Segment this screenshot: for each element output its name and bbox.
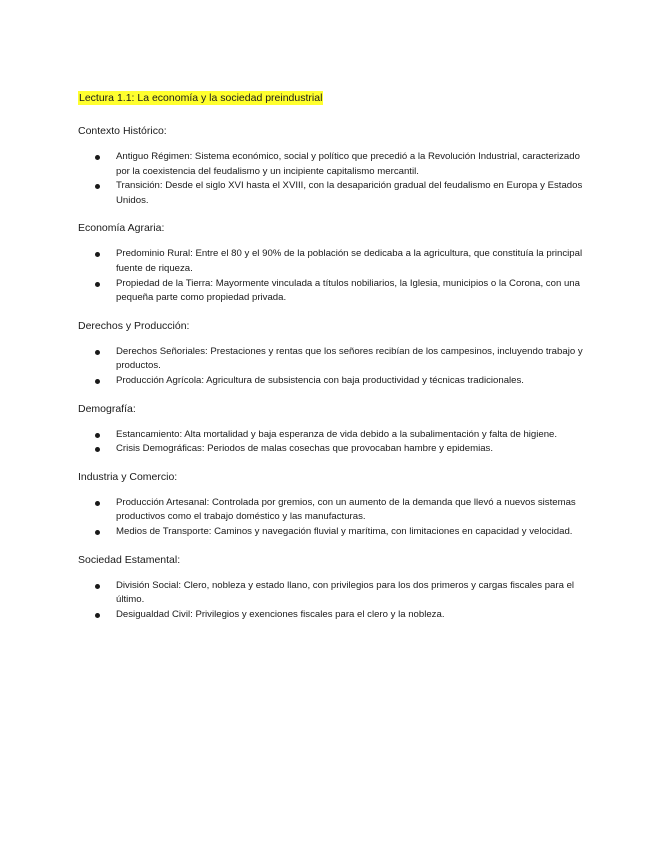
list-item xyxy=(78,150,583,179)
list-item-text: Antiguo Régimen: Sistema económico, social y político que precedió a la Revolución Industrial, caracterizado por la coexistencia del feudalismo y un incipiente capitalismo mercantil. xyxy=(116,151,580,177)
section-demografia xyxy=(78,402,583,457)
list-item xyxy=(78,428,583,443)
list-item xyxy=(78,345,583,374)
list-item-text: Predominio Rural: Entre el 80 y el 90% de la población se dedicaba a la agricultura, que constituía la principal fuente de riqueza. xyxy=(116,248,583,274)
list-item xyxy=(78,442,583,457)
section-contexto-historico xyxy=(78,124,583,208)
list-item-text: Crisis Demográficas: Periodos de malas cosechas que provocaban hambre y epidemias. xyxy=(116,443,494,455)
list-item xyxy=(78,496,583,525)
bullet-icon xyxy=(95,584,100,589)
list-item xyxy=(78,247,583,276)
bullet-list xyxy=(78,345,583,389)
section-heading: Derechos y Producción: xyxy=(78,319,190,332)
list-item xyxy=(78,374,583,389)
section-sociedad-estamental xyxy=(78,553,583,623)
section-heading: Contexto Histórico: xyxy=(78,125,167,137)
bullet-icon xyxy=(95,350,100,355)
bullet-icon xyxy=(95,184,100,189)
list-item-text: Producción Agrícola: Agricultura de subsistencia con baja productividad y técnicas tradicionales. xyxy=(116,374,524,386)
section-heading: Demografía: xyxy=(78,402,136,415)
document-title: Lectura 1.1: La economía y la sociedad preindustrial xyxy=(79,92,323,104)
section-industria-comercio xyxy=(78,470,583,540)
document-page xyxy=(78,88,583,635)
bullet-icon xyxy=(95,155,100,160)
bullet-list xyxy=(78,428,583,457)
list-item xyxy=(78,608,583,623)
list-item xyxy=(78,525,583,540)
list-item-text: Transición: Desde el siglo XVI hasta el XVIII, con la desaparición gradual del feudalismo en Europa y Estados Unidos. xyxy=(116,180,583,206)
bullet-list xyxy=(78,150,583,208)
list-item-text: División Social: Clero, nobleza y estado llano, con privilegios para los dos primeros y cargas fiscales para el último. xyxy=(116,579,575,606)
bullet-list xyxy=(78,579,583,623)
bullet-icon xyxy=(95,252,100,257)
bullet-icon xyxy=(95,282,100,287)
bullet-icon xyxy=(95,501,100,506)
bullet-icon xyxy=(95,379,100,384)
section-derechos-produccion xyxy=(78,319,583,389)
list-item-text: Medios de Transporte: Caminos y navegación fluvial y marítima, con limitaciones en capacidad y velocidad. xyxy=(116,525,573,537)
list-item-text: Producción Artesanal: Controlada por gremios, con un aumento de la demanda que llevó a nuevos sistemas productivos como el trabajo doméstico y las manufacturas. xyxy=(116,496,576,523)
section-heading: Industria y Comercio: xyxy=(78,470,178,483)
list-item-text: Propiedad de la Tierra: Mayormente vinculada a títulos nobiliarios, la Iglesia, municipios o la Corona, con una pequeña parte como propiedad privada. xyxy=(116,277,580,304)
bullet-icon xyxy=(95,530,100,535)
bullet-list xyxy=(78,247,583,305)
bullet-list xyxy=(78,496,583,540)
list-item-text: Desigualdad Civil: Privilegios y exenciones fiscales para el clero y la nobleza. xyxy=(116,608,445,620)
list-item-text: Estancamiento: Alta mortalidad y baja esperanza de vida debido a la subalimentación y falta de higiene. xyxy=(116,428,558,440)
section-economia-agraria xyxy=(78,221,583,305)
bullet-icon xyxy=(95,613,100,618)
bullet-icon xyxy=(95,433,100,438)
section-heading: Economía Agraria: xyxy=(78,222,165,235)
list-item xyxy=(78,579,583,608)
list-item xyxy=(78,179,583,208)
list-item xyxy=(78,277,583,306)
title-block xyxy=(78,88,583,106)
section-heading: Sociedad Estamental: xyxy=(78,553,181,566)
bullet-icon xyxy=(95,447,100,452)
list-item-text: Derechos Señoriales: Prestaciones y rentas que los señores recibían de los campesinos, incluyendo trabajo y productos. xyxy=(116,345,583,372)
